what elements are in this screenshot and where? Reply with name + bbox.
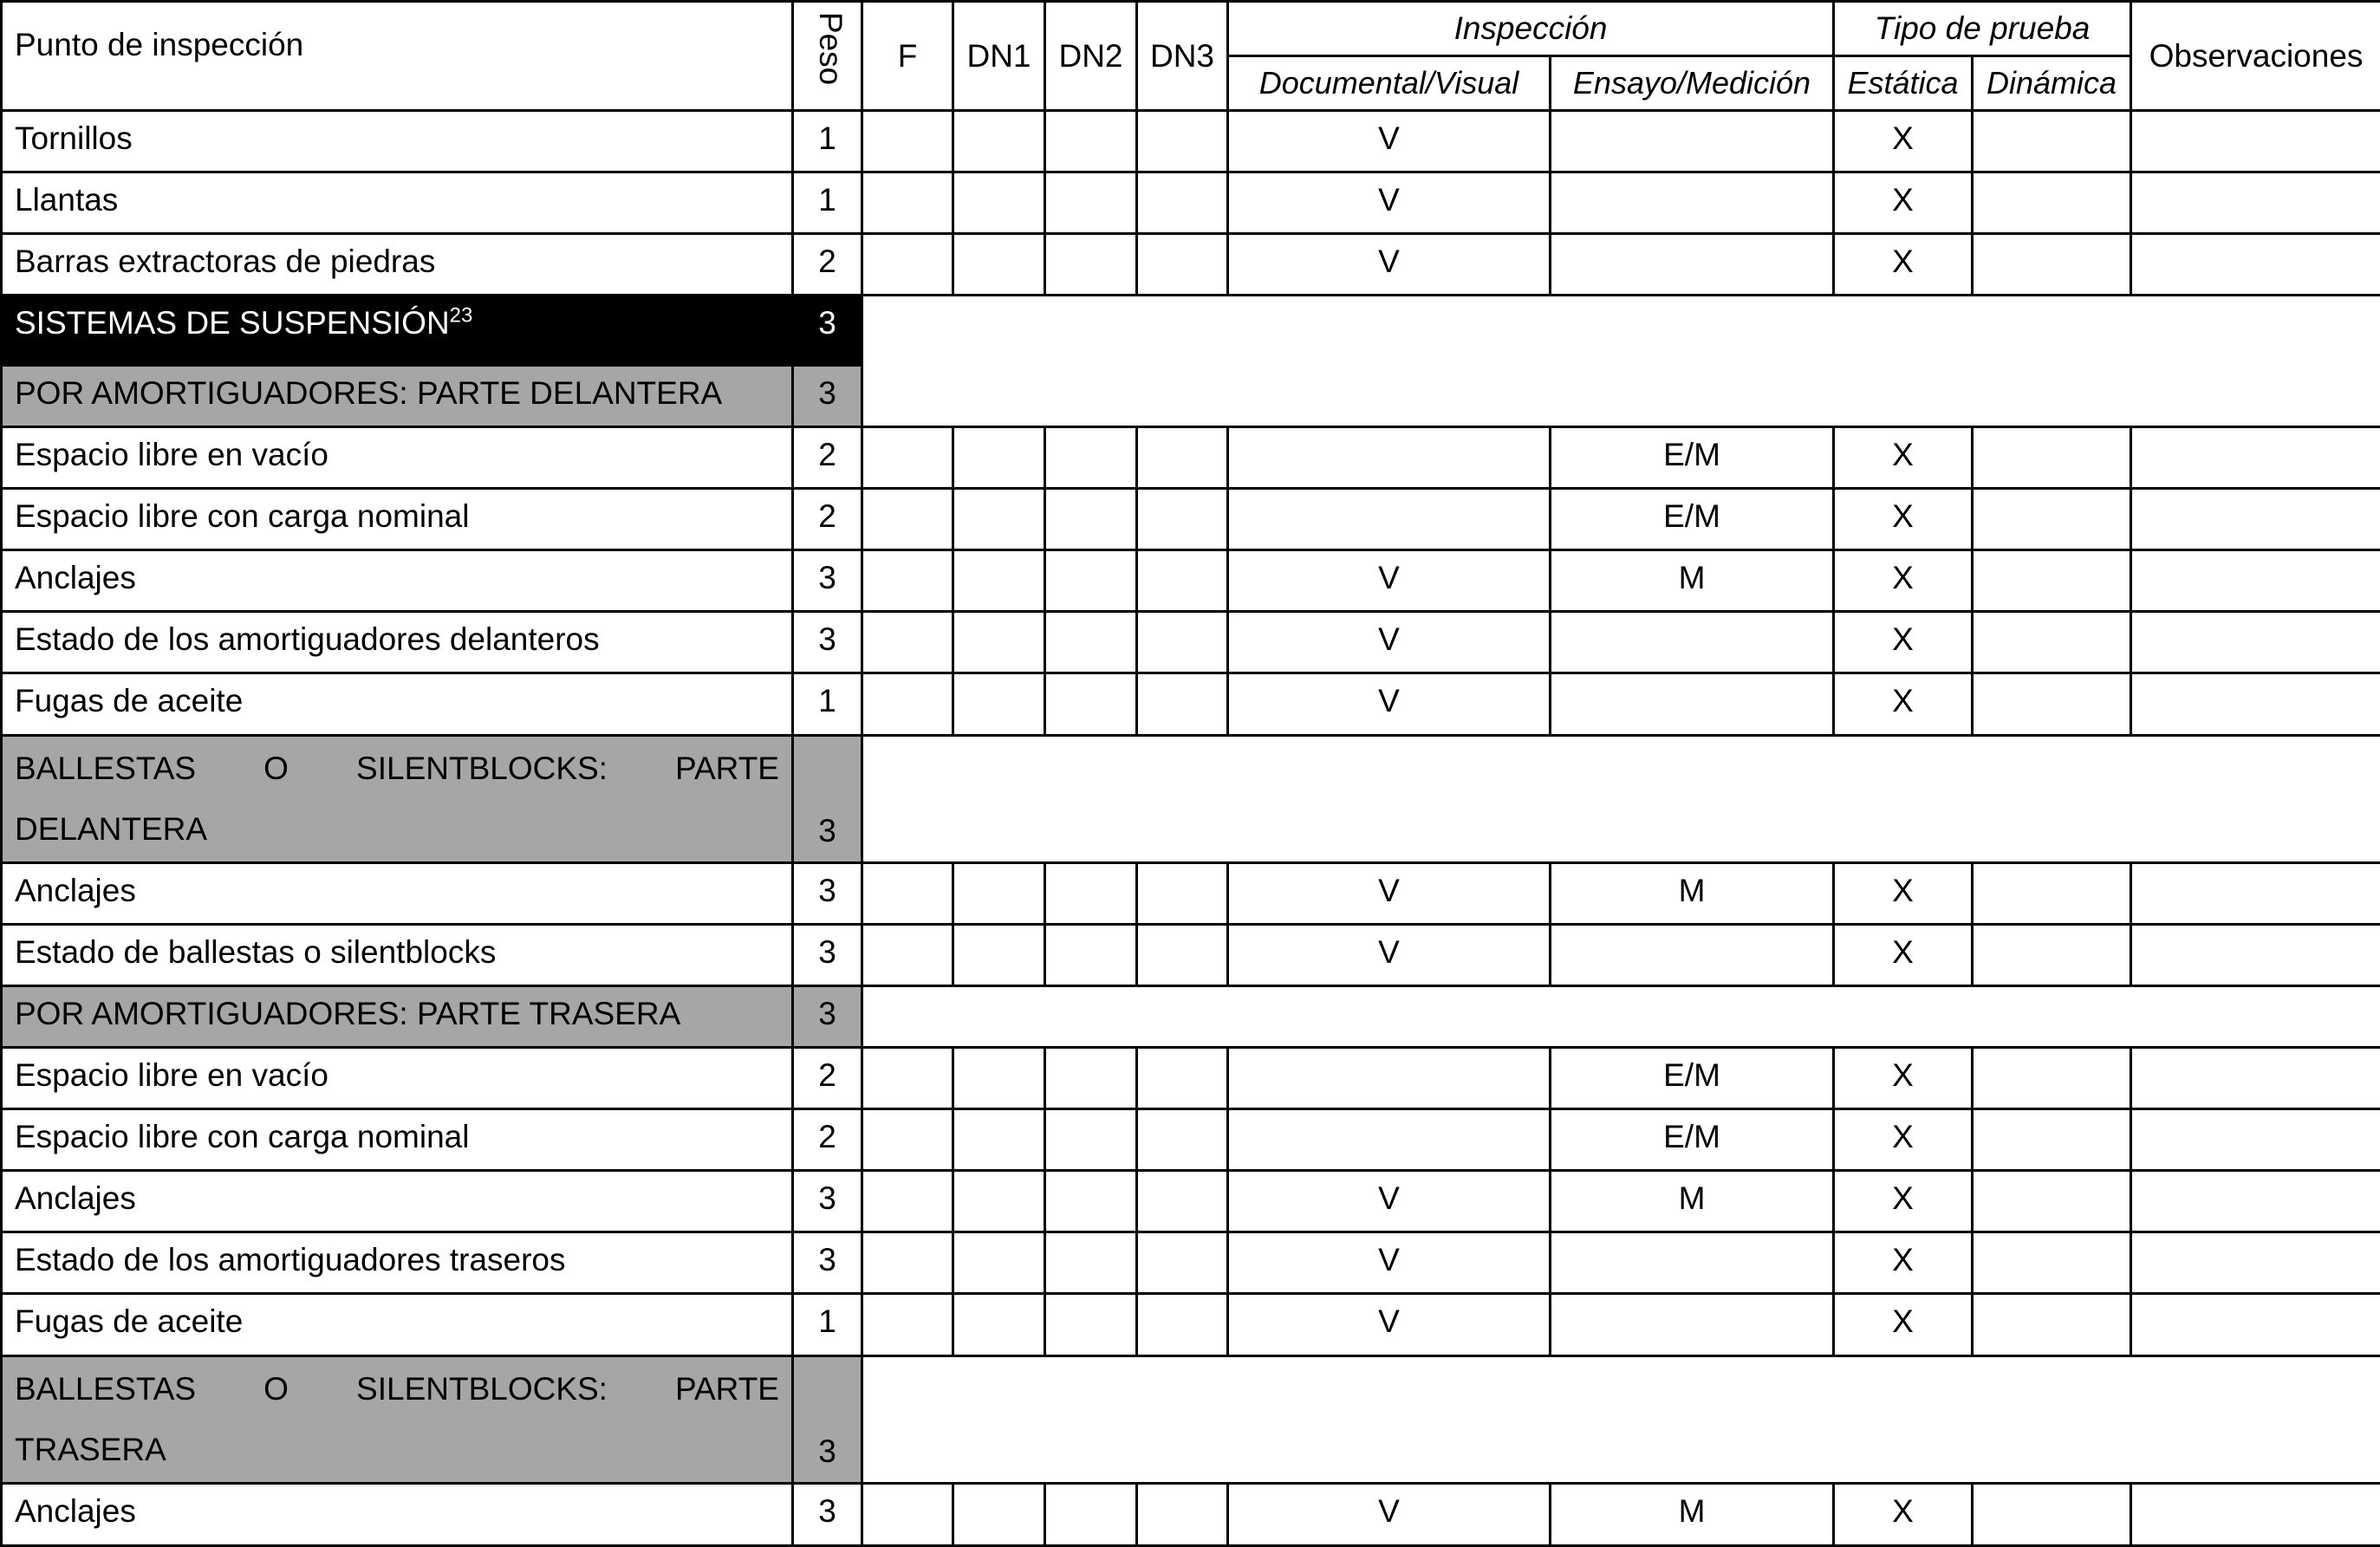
cell-observaciones bbox=[2131, 1171, 2380, 1232]
cell-estatica: X bbox=[1834, 489, 1973, 550]
cell-f bbox=[862, 1109, 953, 1171]
cell-dn2 bbox=[1045, 1484, 1137, 1546]
cell-documental: V bbox=[1228, 925, 1551, 986]
header-dn1: DN1 bbox=[953, 2, 1045, 111]
table-row bbox=[2, 925, 2380, 986]
section-peso: 3 bbox=[793, 1356, 862, 1484]
cell-observaciones bbox=[2131, 1232, 2380, 1294]
cell-dn2 bbox=[1045, 172, 1137, 234]
cell-dn3 bbox=[1137, 550, 1228, 612]
cell-estatica: X bbox=[1834, 550, 1973, 612]
cell-dinamica bbox=[1973, 427, 2131, 489]
section-title-line2: TRASERA bbox=[15, 1421, 779, 1482]
cell-observaciones bbox=[2131, 234, 2380, 296]
section-peso: 3 bbox=[793, 986, 862, 1048]
cell-estatica: X bbox=[1834, 612, 1973, 673]
cell-observaciones bbox=[2131, 427, 2380, 489]
row-label: Estado de los amortiguadores traseros bbox=[2, 1232, 793, 1294]
cell-ensayo bbox=[1551, 612, 1834, 673]
section-title-word: BALLESTAS bbox=[15, 1361, 196, 1421]
cell-dinamica bbox=[1973, 489, 2131, 550]
section-peso: 3 bbox=[793, 736, 862, 863]
section-title-line1 bbox=[15, 740, 779, 801]
cell-ensayo: E/M bbox=[1551, 1048, 1834, 1109]
cell-dinamica bbox=[1973, 172, 2131, 234]
row-peso: 3 bbox=[793, 550, 862, 612]
table-row bbox=[2, 234, 2380, 296]
cell-dinamica bbox=[1973, 1232, 2131, 1294]
row-label: Anclajes bbox=[2, 550, 793, 612]
table-row bbox=[2, 1109, 2380, 1171]
row-label: Llantas bbox=[2, 172, 793, 234]
cell-dinamica bbox=[1973, 612, 2131, 673]
cell-ensayo bbox=[1551, 234, 1834, 296]
row-peso: 3 bbox=[793, 863, 862, 925]
cell-dn3 bbox=[1137, 612, 1228, 673]
cell-ensayo: M bbox=[1551, 1484, 1834, 1546]
cell-dn3 bbox=[1137, 1484, 1228, 1546]
cell-ensayo bbox=[1551, 111, 1834, 172]
header-ensayo-medicion: Ensayo/Medición bbox=[1551, 56, 1834, 111]
cell-f bbox=[862, 1048, 953, 1109]
header-peso bbox=[793, 2, 862, 111]
footnote-ref: 23 bbox=[450, 304, 473, 328]
row-label: Anclajes bbox=[2, 1171, 793, 1232]
cell-f bbox=[862, 612, 953, 673]
cell-dn2 bbox=[1045, 1232, 1137, 1294]
cell-f bbox=[862, 489, 953, 550]
cell-dn3 bbox=[1137, 489, 1228, 550]
cell-observaciones bbox=[2131, 673, 2380, 736]
row-peso: 2 bbox=[793, 1048, 862, 1109]
cell-documental bbox=[1228, 427, 1551, 489]
cell-dinamica bbox=[1973, 1294, 2131, 1356]
cell-dn1 bbox=[953, 550, 1045, 612]
cell-ensayo: M bbox=[1551, 1171, 1834, 1232]
row-label: Espacio libre en vacío bbox=[2, 427, 793, 489]
table-row bbox=[2, 172, 2380, 234]
section-title-word: O bbox=[263, 1361, 289, 1421]
table-row bbox=[2, 1484, 2380, 1546]
section-peso: 3 bbox=[793, 296, 862, 366]
header-peso-text: Peso bbox=[812, 12, 849, 85]
cell-ensayo bbox=[1551, 673, 1834, 736]
cell-dn3 bbox=[1137, 673, 1228, 736]
cell-dn2 bbox=[1045, 1109, 1137, 1171]
cell-dn1 bbox=[953, 111, 1045, 172]
table-row bbox=[2, 1294, 2380, 1356]
row-peso: 2 bbox=[793, 1109, 862, 1171]
cell-dn2 bbox=[1045, 234, 1137, 296]
row-peso: 1 bbox=[793, 673, 862, 736]
cell-documental: V bbox=[1228, 1171, 1551, 1232]
cell-ensayo bbox=[1551, 172, 1834, 234]
header-inspeccion: Inspección bbox=[1228, 2, 1834, 56]
cell-observaciones bbox=[2131, 1294, 2380, 1356]
cell-estatica: X bbox=[1834, 111, 1973, 172]
cell-ensayo: M bbox=[1551, 550, 1834, 612]
section-row bbox=[2, 1356, 2380, 1484]
cell-dn3 bbox=[1137, 863, 1228, 925]
cell-dinamica bbox=[1973, 234, 2131, 296]
cell-dn3 bbox=[1137, 1048, 1228, 1109]
cell-ensayo bbox=[1551, 925, 1834, 986]
cell-f bbox=[862, 1232, 953, 1294]
section-title-word: SILENTBLOCKS: bbox=[356, 1361, 608, 1421]
cell-dn3 bbox=[1137, 1232, 1228, 1294]
cell-dinamica bbox=[1973, 1048, 2131, 1109]
cell-dn2 bbox=[1045, 427, 1137, 489]
cell-observaciones bbox=[2131, 925, 2380, 986]
cell-dn3 bbox=[1137, 1171, 1228, 1232]
row-label: Estado de los amortiguadores delanteros bbox=[2, 612, 793, 673]
header-estatica: Estática bbox=[1834, 56, 1973, 111]
row-peso: 2 bbox=[793, 489, 862, 550]
cell-dn3 bbox=[1137, 172, 1228, 234]
cell-dn1 bbox=[953, 172, 1045, 234]
row-peso: 3 bbox=[793, 612, 862, 673]
cell-dn1 bbox=[953, 234, 1045, 296]
row-peso: 3 bbox=[793, 1232, 862, 1294]
section-title-amortiguadores-delantera: POR AMORTIGUADORES: PARTE DELANTERA bbox=[2, 366, 793, 427]
cell-documental: V bbox=[1228, 673, 1551, 736]
cell-ensayo: M bbox=[1551, 863, 1834, 925]
cell-ensayo bbox=[1551, 1232, 1834, 1294]
cell-dn1 bbox=[953, 1294, 1045, 1356]
cell-dn1 bbox=[953, 427, 1045, 489]
cell-documental: V bbox=[1228, 1232, 1551, 1294]
cell-estatica: X bbox=[1834, 234, 1973, 296]
table-row bbox=[2, 1048, 2380, 1109]
cell-observaciones bbox=[2131, 172, 2380, 234]
section-title-amortiguadores-trasera: POR AMORTIGUADORES: PARTE TRASERA bbox=[2, 986, 793, 1048]
cell-dn1 bbox=[953, 1171, 1045, 1232]
cell-ensayo: E/M bbox=[1551, 489, 1834, 550]
row-peso: 3 bbox=[793, 925, 862, 986]
cell-estatica: X bbox=[1834, 863, 1973, 925]
table-row bbox=[2, 863, 2380, 925]
cell-observaciones bbox=[2131, 612, 2380, 673]
cell-f bbox=[862, 1294, 953, 1356]
table-row bbox=[2, 612, 2380, 673]
section-blank bbox=[862, 296, 2380, 427]
cell-dn3 bbox=[1137, 234, 1228, 296]
cell-dn3 bbox=[1137, 925, 1228, 986]
row-peso: 2 bbox=[793, 234, 862, 296]
cell-dn2 bbox=[1045, 1048, 1137, 1109]
header-tipo-prueba: Tipo de prueba bbox=[1834, 2, 2131, 56]
cell-documental bbox=[1228, 1048, 1551, 1109]
section-row bbox=[2, 736, 2380, 863]
row-label: Estado de ballestas o silentblocks bbox=[2, 925, 793, 986]
row-label: Espacio libre con carga nominal bbox=[2, 489, 793, 550]
table-row bbox=[2, 673, 2380, 736]
row-label: Fugas de aceite bbox=[2, 1294, 793, 1356]
cell-documental: V bbox=[1228, 550, 1551, 612]
cell-dn3 bbox=[1137, 427, 1228, 489]
cell-estatica: X bbox=[1834, 1109, 1973, 1171]
row-label: Anclajes bbox=[2, 1484, 793, 1546]
cell-dn2 bbox=[1045, 1171, 1137, 1232]
section-title-word: BALLESTAS bbox=[15, 740, 196, 801]
cell-dn1 bbox=[953, 612, 1045, 673]
row-peso: 3 bbox=[793, 1484, 862, 1546]
cell-dn1 bbox=[953, 925, 1045, 986]
cell-estatica: X bbox=[1834, 1294, 1973, 1356]
cell-dn2 bbox=[1045, 550, 1137, 612]
cell-dinamica bbox=[1973, 111, 2131, 172]
cell-dn2 bbox=[1045, 925, 1137, 986]
cell-estatica: X bbox=[1834, 427, 1973, 489]
section-blank bbox=[862, 736, 2380, 863]
cell-documental: V bbox=[1228, 612, 1551, 673]
cell-dn2 bbox=[1045, 612, 1137, 673]
cell-dn1 bbox=[953, 673, 1045, 736]
header-punto: Punto de inspección bbox=[2, 2, 793, 111]
cell-dinamica bbox=[1973, 1171, 2131, 1232]
cell-documental bbox=[1228, 1109, 1551, 1171]
cell-documental: V bbox=[1228, 1484, 1551, 1546]
cell-f bbox=[862, 427, 953, 489]
table-row bbox=[2, 111, 2380, 172]
section-title-sistemas-suspension bbox=[2, 296, 793, 366]
cell-dinamica bbox=[1973, 673, 2131, 736]
cell-dn2 bbox=[1045, 673, 1137, 736]
section-title-word: SILENTBLOCKS: bbox=[356, 740, 608, 801]
cell-dn1 bbox=[953, 1232, 1045, 1294]
cell-dn2 bbox=[1045, 1294, 1137, 1356]
row-peso: 3 bbox=[793, 1171, 862, 1232]
section-blank bbox=[862, 1356, 2380, 1484]
cell-dn1 bbox=[953, 489, 1045, 550]
section-title-ballestas-trasera bbox=[2, 1356, 793, 1484]
row-label: Barras extractoras de piedras bbox=[2, 234, 793, 296]
row-peso: 1 bbox=[793, 172, 862, 234]
header-dn2: DN2 bbox=[1045, 2, 1137, 111]
row-peso: 1 bbox=[793, 1294, 862, 1356]
cell-ensayo: E/M bbox=[1551, 1109, 1834, 1171]
cell-observaciones bbox=[2131, 1048, 2380, 1109]
cell-dinamica bbox=[1973, 550, 2131, 612]
section-title-ballestas-delantera bbox=[2, 736, 793, 863]
cell-f bbox=[862, 111, 953, 172]
cell-f bbox=[862, 172, 953, 234]
section-title-word: PARTE bbox=[675, 740, 779, 801]
cell-dn1 bbox=[953, 1109, 1045, 1171]
cell-dinamica bbox=[1973, 1109, 2131, 1171]
section-row bbox=[2, 986, 2380, 1048]
cell-f bbox=[862, 673, 953, 736]
section-title-line2: DELANTERA bbox=[15, 801, 779, 861]
cell-observaciones bbox=[2131, 550, 2380, 612]
row-label: Tornillos bbox=[2, 111, 793, 172]
row-label: Espacio libre con carga nominal bbox=[2, 1109, 793, 1171]
cell-dinamica bbox=[1973, 863, 2131, 925]
table-row bbox=[2, 550, 2380, 612]
cell-dn1 bbox=[953, 1048, 1045, 1109]
cell-documental: V bbox=[1228, 1294, 1551, 1356]
cell-observaciones bbox=[2131, 111, 2380, 172]
cell-observaciones bbox=[2131, 1484, 2380, 1546]
cell-f bbox=[862, 1484, 953, 1546]
header-documental-visual: Documental/Visual bbox=[1228, 56, 1551, 111]
cell-ensayo: E/M bbox=[1551, 427, 1834, 489]
row-label: Espacio libre en vacío bbox=[2, 1048, 793, 1109]
cell-dn2 bbox=[1045, 111, 1137, 172]
cell-documental: V bbox=[1228, 172, 1551, 234]
cell-dn3 bbox=[1137, 111, 1228, 172]
header-f: F bbox=[862, 2, 953, 111]
table-row bbox=[2, 427, 2380, 489]
cell-f bbox=[862, 1171, 953, 1232]
cell-dn3 bbox=[1137, 1109, 1228, 1171]
cell-f bbox=[862, 550, 953, 612]
cell-f bbox=[862, 863, 953, 925]
section-title-word: PARTE bbox=[675, 1361, 779, 1421]
cell-observaciones bbox=[2131, 489, 2380, 550]
cell-estatica: X bbox=[1834, 1171, 1973, 1232]
cell-estatica: X bbox=[1834, 1232, 1973, 1294]
cell-dinamica bbox=[1973, 925, 2131, 986]
table-row bbox=[2, 489, 2380, 550]
section-title-line1 bbox=[15, 1361, 779, 1421]
cell-f bbox=[862, 925, 953, 986]
cell-dn1 bbox=[953, 863, 1045, 925]
header-dinamica: Dinámica bbox=[1973, 56, 2131, 111]
cell-dinamica bbox=[1973, 1484, 2131, 1546]
section-blank bbox=[862, 986, 2380, 1048]
section-peso: 3 bbox=[793, 366, 862, 427]
cell-estatica: X bbox=[1834, 925, 1973, 986]
row-label: Fugas de aceite bbox=[2, 673, 793, 736]
cell-dn3 bbox=[1137, 1294, 1228, 1356]
cell-documental: V bbox=[1228, 863, 1551, 925]
section-title-word: O bbox=[263, 740, 289, 801]
row-peso: 1 bbox=[793, 111, 862, 172]
cell-observaciones bbox=[2131, 863, 2380, 925]
cell-observaciones bbox=[2131, 1109, 2380, 1171]
table-row bbox=[2, 1232, 2380, 1294]
cell-documental: V bbox=[1228, 111, 1551, 172]
cell-f bbox=[862, 234, 953, 296]
header-observaciones: Observaciones bbox=[2131, 2, 2380, 111]
cell-ensayo bbox=[1551, 1294, 1834, 1356]
cell-documental bbox=[1228, 489, 1551, 550]
cell-dn2 bbox=[1045, 489, 1137, 550]
cell-documental: V bbox=[1228, 234, 1551, 296]
cell-dn1 bbox=[953, 1484, 1045, 1546]
cell-estatica: X bbox=[1834, 172, 1973, 234]
table-row bbox=[2, 1171, 2380, 1232]
cell-estatica: X bbox=[1834, 1484, 1973, 1546]
cell-estatica: X bbox=[1834, 1048, 1973, 1109]
header-dn3: DN3 bbox=[1137, 2, 1228, 111]
cell-dn2 bbox=[1045, 863, 1137, 925]
row-label: Anclajes bbox=[2, 863, 793, 925]
row-peso: 2 bbox=[793, 427, 862, 489]
section-title-text: SISTEMAS DE SUSPENSIÓN bbox=[15, 305, 450, 341]
section-row bbox=[2, 296, 2380, 366]
cell-estatica: X bbox=[1834, 673, 1973, 736]
